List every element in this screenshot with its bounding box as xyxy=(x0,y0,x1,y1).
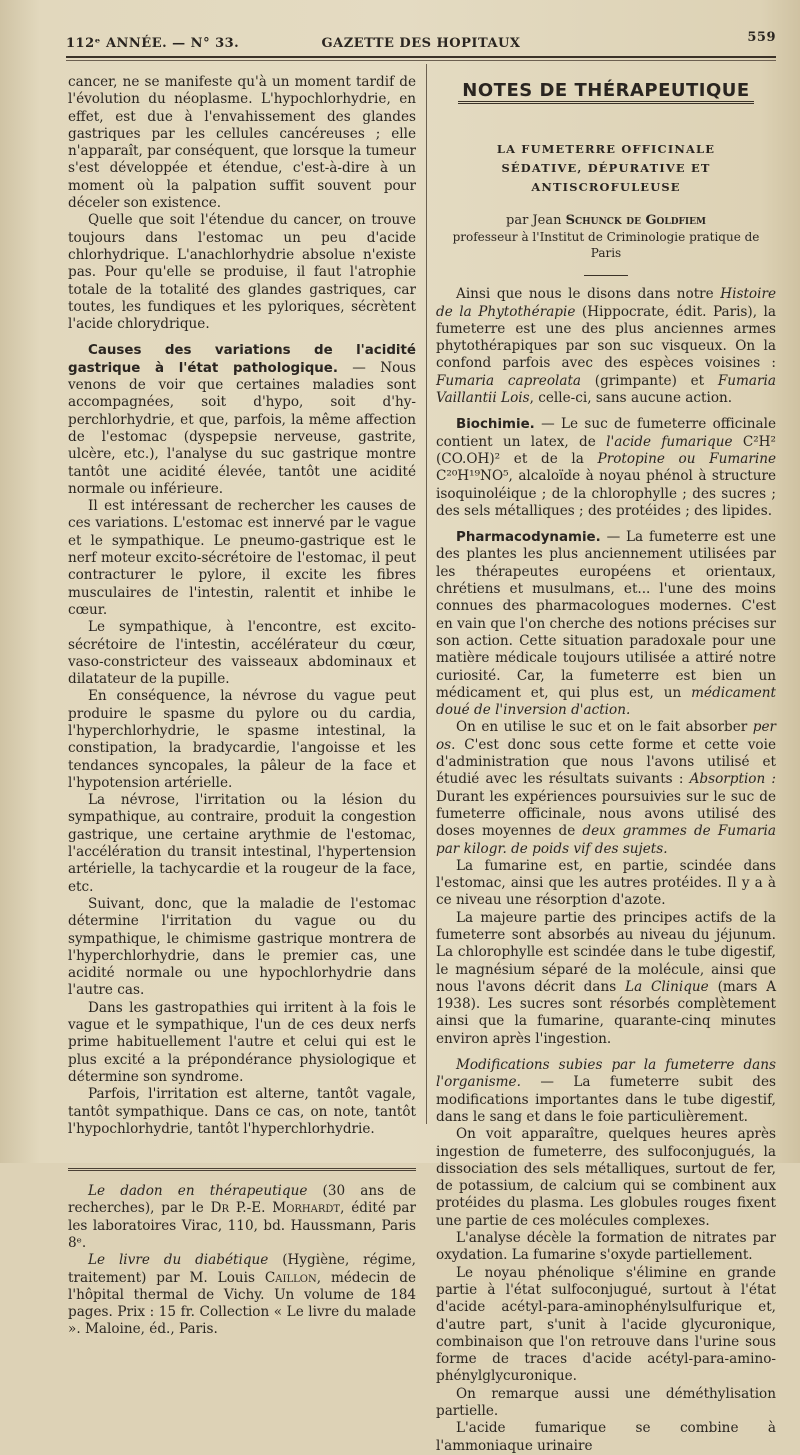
paragraph: Le sympathique, à l'encontre, est excito-sécrétoire de l'intestin, accélérateur du cœur, vaso-constricteur des vaisseaux abdominaux et dilatateur de la pupille. xyxy=(68,619,416,688)
header-rule xyxy=(66,60,776,61)
section-heading: Causes des variations de l'acidité gastrique à l'état pathologique. xyxy=(68,343,416,376)
paragraph: Le noyau phénolique s'élimine en grande partie à l'état sulfoconjugué, surtout à l'état d'acide acétyl-para-aminophénylsulfurique et, d'autre part, s'unit à l'acide glycuronique, combinaison que l'on retrouve dans l'urine sous forme de traces d'acide acétyl-para-amino-phénylglycuronique. xyxy=(436,1264,776,1385)
paragraph: Biochimie. — Le suc de fumeterre officinale contient un latex, de l'acide fumarique C²H² (CO.OH)² et de la Protopine ou Fumarine C²⁰H¹⁹NO⁵, alcaloïde à noyau phénol à structure isoquinoléique ; de la chlorophylle ; des sucres ; des sels métalliques ; des protéides ; des lipides. xyxy=(436,416,776,519)
paragraph: La majeure partie des principes actifs de la fumeterre sont absorbés au niveau du jéjunum. La chlorophylle est scindée dans le tube digestif, le magnésium séparé de la molécule, ainsi que nous l'avons décrit dans La Clinique (mars A 1938). Les sucres sont résorbés complètement ainsi que la fumarine, quarante-cinq minutes environ après l'ingestion. xyxy=(436,909,777,1047)
title-rule xyxy=(584,275,628,276)
book-title: Le livre du diabétique xyxy=(88,1252,269,1269)
paragraph: On remarque aussi une déméthylisation partielle. xyxy=(436,1385,776,1419)
paragraph: Suivant, donc, que la maladie de l'estomac détermine l'irritation du vague ou du sympathique, le chimisme gastrique montrera de l'hyperchlorhydrie, dans le premier cas, une acidité normale ou une hypochlorhydrie dans l'autre cas. xyxy=(68,895,416,999)
book-notice: Le livre du diabétique (Hygiène, régime, traitement) par M. Louis Caillon, médecin de l'hôpital thermal de Vichy. Un volume de 184 pages. Prix : 15 fr. Collection « Le livre du malade ». Maloine, éd., Paris. xyxy=(68,1252,417,1338)
left-column xyxy=(68,74,416,1339)
paragraph: La névrose, l'irritation ou la lésion du sympathique, au contraire, produit la congestion gastrique, une certaine arythmie de l'estomac, l'accélération du transit intestinal, l'hypertension artérielle, la tachycardie et la rougeur de la face, etc. xyxy=(68,792,416,895)
section-title: NOTES DE THÉRAPEUTIQUE xyxy=(458,80,753,104)
author-role: professeur à l'Institut de Criminologie pratique de Paris xyxy=(452,230,760,261)
book-author: Dr P.-E. Morhardt xyxy=(210,1200,341,1217)
page-number: 559 xyxy=(747,30,776,45)
paragraph: Modifications subies par la fumeterre dans l'organisme. — La fumeterre subit des modifications importantes dans le tube digestif, dans le sang et dans le foie particulièrement. xyxy=(436,1057,776,1125)
paragraph: Dans les gastropathies qui irritent à la fois le vague et le sympathique, l'un de ces deux nerfs prime habituellement l'autre et celui qui est le plus excité a la prépondérance physiologique et détermine son syndrome. xyxy=(68,999,416,1085)
paragraph: cancer, ne se manifeste qu'à un moment tardif de l'évolution du néoplasme. L'hypochlorhydrie, en effet, est due à l'envahissement des glandes gastriques par les cellules cancéreuses ; elle n'apparaît, par conséquent, que lorsque la tumeur s'est développée et étendue, c'est-à-dire à un moment où la palpation suffit souvent pour déceler son existence. xyxy=(68,74,416,212)
book-author: Caillon xyxy=(264,1269,317,1286)
issue-number: 112ᵉ ANNÉE. — N° 33. xyxy=(66,36,240,51)
paragraph: On en utilise le suc et on le fait absorber per os. C'est donc sous cette forme et cette voie d'administration que nous l'avons utilisé et étudié avec les résultats suivants : Absorption : Durant les expériences poursuivies sur le suc de fumeterre officinale, nous avons utilisé des doses moyennes de deux grammes de Fumaria par kilogr. de poids vif des sujets. xyxy=(436,719,777,857)
right-column xyxy=(436,74,776,1455)
paragraph: L'acide fumarique se combine à l'ammoniaque urinaire xyxy=(436,1420,776,1454)
paragraph: Parfois, l'irritation est alterne, tantôt vagale, tantôt sympathique. Dans ce cas, on note, tantôt l'hypochlorhydrie, tantôt l'hyperchlorhydrie. xyxy=(68,1086,416,1137)
paragraph: En conséquence, la névrose du vague peut produire le spasme du pylore ou du cardia, l'hyperchlorhydrie, le spasme intestinal, la constipation, la bradycardie, l'angoisse et les tendances syncopales, la pâleur de la face et l'hypotension artérielle. xyxy=(68,688,416,791)
paragraph: Ainsi que nous le disons dans notre Histoire de la Phytothérapie (Hippocrate, édit. Paris), la fumeterre est une des plus anciennes armes phytothérapiques par son suc visqueux. On la confond parfois avec des espèces voisines : Fumaria capreolata (grimpante) et Fumaria Vaillantii Lois, celle-ci, sans aucune action. xyxy=(436,286,776,407)
subheading: Biochimie. xyxy=(456,417,535,433)
paragraph: L'analyse décèle la formation de nitrates par oxydation. La fumarine s'oxyde partiellement. xyxy=(436,1230,776,1264)
article-byline: par Jean Schunck de Goldfiem professeur à l'Institut de Criminologie pratique de Paris xyxy=(436,213,776,261)
author-name: Schunck de Goldfiem xyxy=(565,213,706,229)
section-banner xyxy=(436,80,776,104)
paragraph: On voit apparaître, quelques heures après ingestion de fumeterre, des sulfoconjugués, la dissociation des sels métalliques, surtout de fer, de potassium, de calcium qui se combinent aux protéides du plasma. Les globules rouges fixent une partie de ces molécules complexes. xyxy=(436,1126,776,1229)
book-title: Le dadon en thérapeutique xyxy=(88,1183,308,1200)
paragraph: Causes des variations de l'acidité gastrique à l'état pathologique. — Nous venons de voir que certaines maladies sont accompagnées, soit d'hypo, soit d'hyperchlorhydrie, et que, parfois, la même affection de l'estomac (dyspepsie nerveuse, gastrite, ulcère, etc.), l'analyse du suc gastrique montre tantôt une acidité élevée, tantôt une acidité normale ou inférieure. xyxy=(68,343,416,497)
paragraph: La fumarine est, en partie, scindée dans l'estomac, ainsi que les autres protéides. Il y a à ce niveau une résorption d'azote. xyxy=(436,857,776,909)
paragraph: Quelle que soit l'étendue du cancer, on trouve toujours dans l'estomac un peu d'acide chlorhydrique. L'anachlorhydrie absolue n'existe pas. Pour qu'elle se produise, il faut l'atrophie totale de la totalité des glandes gastriques, car toutes, les fundiques et les pyloriques, sécrètent l'acide chlorydrique. xyxy=(68,212,416,333)
journal-title: GAZETTE DES HOPITAUX xyxy=(321,36,521,51)
article-title: LA FUMETERRE OFFICINALE SÉDATIVE, DÉPURATIVE ET ANTISCROFULEUSE xyxy=(496,142,716,195)
section-divider xyxy=(68,1168,416,1171)
page-header xyxy=(66,30,776,58)
column-divider xyxy=(426,64,427,1124)
paragraph: Il est intéressant de rechercher les causes de ces variations. L'estomac est innervé par le vague et le sympathique. Le pneumo-gastrique est le nerf moteur excito-sécrétoire de l'estomac, il peut contracturer le pylore, il excite les fibres musculaires de l'intestin, ralentit et inhibe le cœur. xyxy=(68,498,416,618)
book-notice: Le dadon en thérapeutique (30 ans de recherches), par le Dr P.-E. Morhardt, édité par les laboratoires Virac, 110, bd. Haussmann, Paris 8ᵉ. xyxy=(68,1183,416,1251)
subheading: Pharmacodynamie. xyxy=(456,530,601,546)
subheading: Modifications subies par la fumeterre dans l'organisme. xyxy=(436,1057,776,1091)
paragraph: Pharmacodynamie. — La fumeterre est une des plantes les plus anciennement utilisées par les thérapeutes européens et orientaux, chrétiens et musulmans, et... l'une des moins connues des pharmacologues modernes. C'est en vain que l'on cherche des notions précises sur son action. Cette situation paradoxale pour une matière médicale toujours utilisée a attiré notre curiosité. Car, la fumeterre est bien un médicament et, qui plus est, un médicament doué de l'inversion d'action. xyxy=(436,529,776,719)
